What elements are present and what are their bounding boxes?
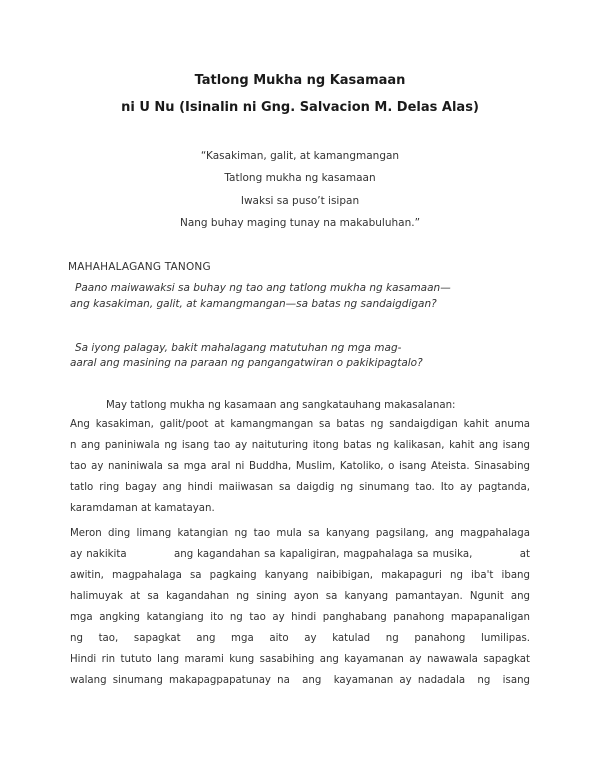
paragraph-2-line: halimuyak at sa kagandahan ng sining ayon sa kanyang pamantayan. Ngunit ang	[70, 591, 530, 602]
paragraph-1-line: tatlo ring bagay ang hindi maiiwasan sa daigdig ng sinumang tao. Ito ay pagtanda,	[70, 482, 530, 493]
paragraph-1-line: tao ay naniniwala sa mga aral ni Buddha, Muslim, Katoliko, o isang Ateista. Sinasabing	[70, 461, 530, 472]
poem-line: Tatlong mukha ng kasamaan	[224, 172, 376, 184]
paragraph-2-line: walang sinumang makapagpapatunay na ang kayamanan ay nadadala ng isang	[70, 675, 530, 686]
paragraph-2-line: Hindi rin tututo lang marami kung sasabihing ang kayamanan ay nawawala sapagkat	[70, 654, 530, 665]
paragraph-2-line: Meron ding limang katangian ng tao mula sa kanyang pagsilang, ang magpahalaga	[70, 528, 530, 539]
paragraph-1-line: Ang kasakiman, galit/poot at kamangmangan sa batas ng sandaigdigan kahit anuma	[70, 419, 530, 430]
document-subtitle: ni U Nu (Isinalin ni Gng. Salvacion M. Delas Alas)	[121, 100, 479, 115]
question-2-line-1: Sa iyong palagay, bakit mahalagang matutuhan ng mga mag-	[75, 342, 402, 354]
paragraph-1-line: karamdaman at kamatayan.	[70, 503, 215, 514]
paragraph-2-line: awitin, magpahalaga sa pagkaing kanyang naibibigan, makapaguri ng iba't ibang	[70, 570, 530, 581]
question-1-line-2: ang kasakiman, galit, at kamangmangan—sa batas ng sandaigdigan?	[70, 298, 437, 310]
poem-line: “Kasakiman, galit, at kamangmangan	[200, 150, 400, 162]
question-2-line-2: aaral ang masining na paraan ng pangangatwiran o pakikipagtalo?	[70, 357, 423, 369]
paragraph-1-line: May tatlong mukha ng kasamaan ang sangkatauhang makasalanan:	[106, 400, 456, 411]
paragraph-2-line: mga angking katangiang ito ng tao ay hindi panghabang panahong mapapanaligan	[70, 612, 530, 623]
poem-line: Nang buhay maging tunay na makabuluhan.”	[179, 217, 421, 229]
paragraph-2-line: ng tao, sapagkat ang mga aito ay katulad ng panahong lumilipas.	[70, 633, 530, 644]
poem-line: Iwaksi sa puso’t isipan	[240, 195, 360, 207]
section-heading: MAHAHALAGANG TANONG	[68, 261, 211, 273]
paragraph-2-line: ay nakikita ang kagandahan sa kapaligiran, magpahalaga sa musika, at	[70, 549, 530, 560]
paragraph-1-line: n ang paniniwala ng isang tao ay naituturing itong batas ng kalikasan, kahit ang isang	[70, 440, 530, 451]
question-1-line-1: Paano maiwawaksi sa buhay ng tao ang tatlong mukha ng kasamaan—	[75, 282, 451, 294]
document-title: Tatlong Mukha ng Kasamaan	[194, 73, 406, 88]
